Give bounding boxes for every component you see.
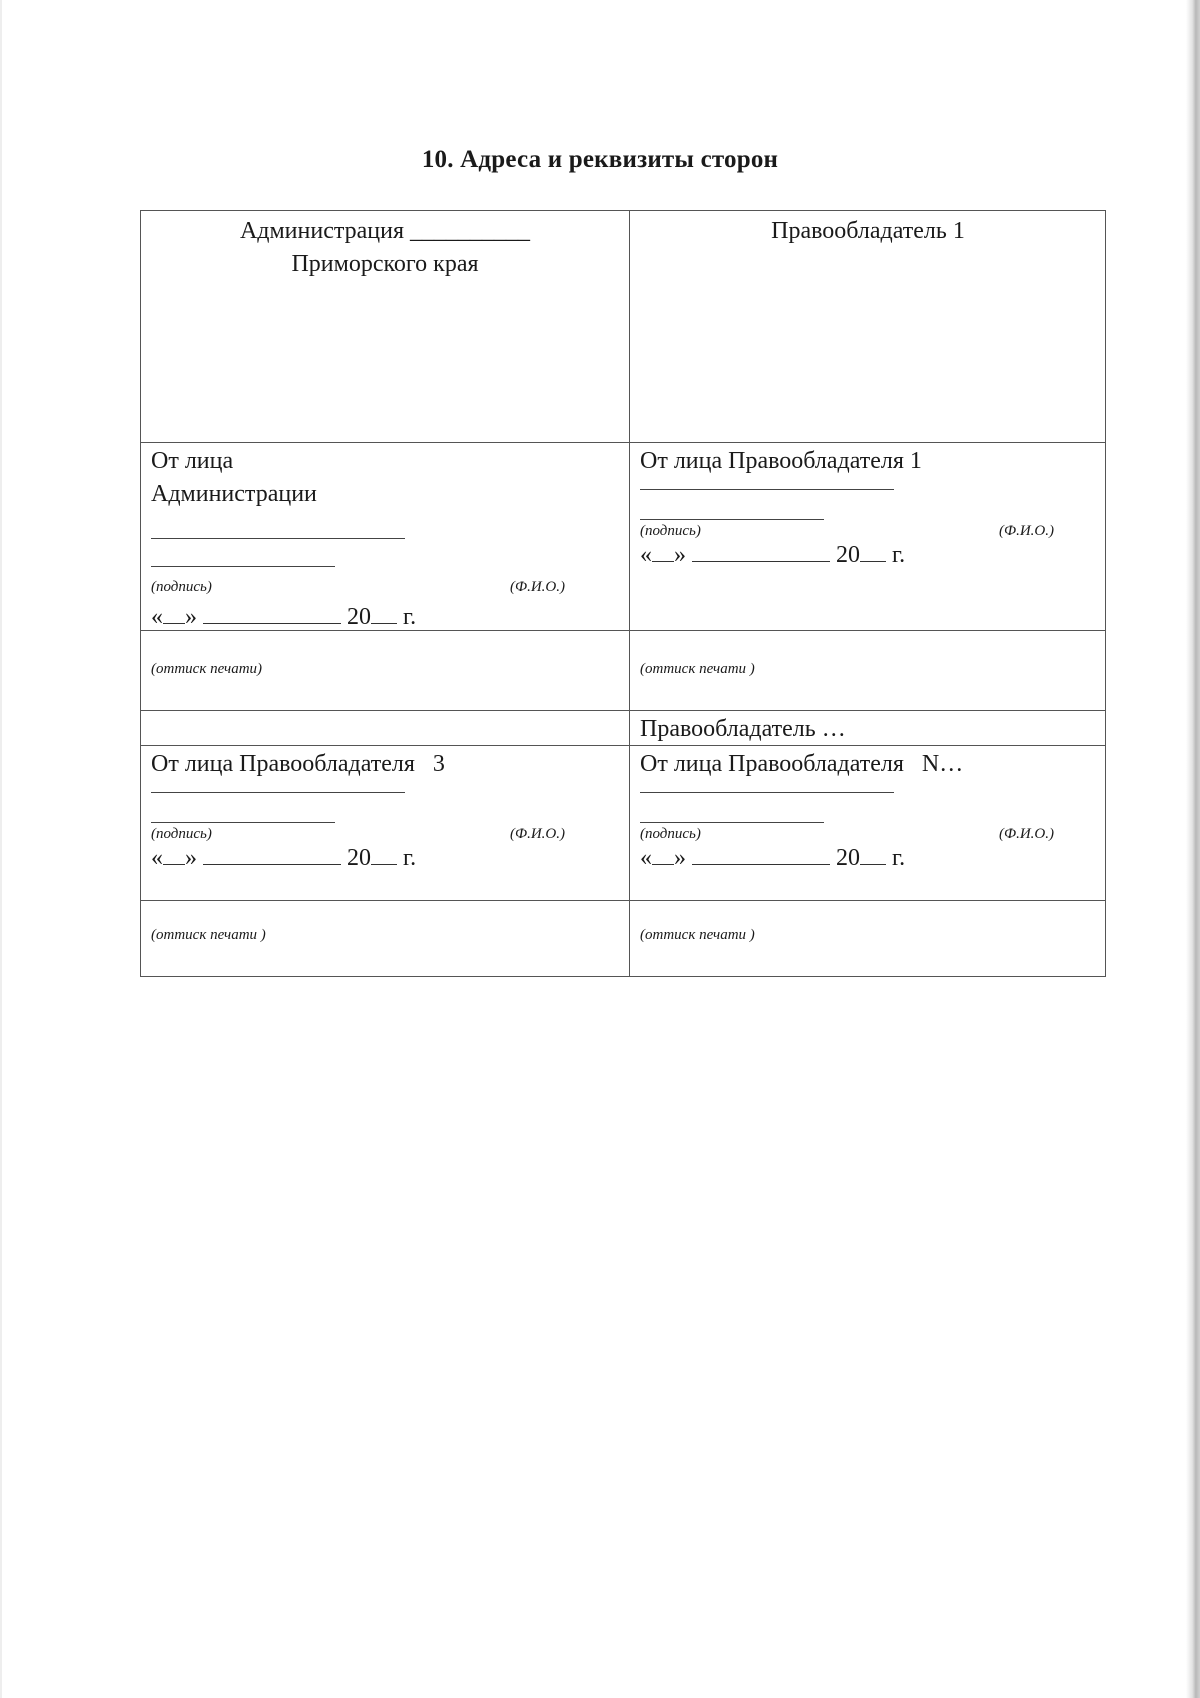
signature-label: (подпись) (640, 523, 701, 539)
year-blank (371, 864, 397, 865)
signature-line (640, 489, 894, 490)
day-blank (652, 864, 674, 865)
name-label: (Ф.И.О.) (510, 826, 565, 842)
holder1-sign-heading: От лица Правообладателя 1 (640, 448, 922, 474)
sign-labels-row (151, 579, 565, 596)
requisites-table (140, 210, 1106, 977)
year-suffix: г. (892, 542, 906, 568)
year-prefix: 20 (836, 845, 860, 871)
year-suffix: г. (892, 845, 906, 871)
name-line (640, 822, 824, 823)
holder1-seal-label: (оттиск печати ) (640, 661, 755, 677)
signature-label: (подпись) (151, 579, 212, 595)
table-row-divider (141, 745, 1105, 746)
holder-more-header: Правообладатель … (640, 716, 846, 742)
month-blank (203, 864, 341, 865)
day-blank (163, 623, 185, 624)
quote-open: « (151, 845, 163, 871)
quote-close: » (185, 845, 197, 871)
quote-close: » (674, 845, 686, 871)
holder3-signature-cell (151, 748, 611, 873)
quote-open: « (640, 542, 652, 568)
year-blank (860, 561, 886, 562)
month-blank (203, 623, 341, 624)
sign-labels-row (151, 826, 565, 843)
year-suffix: г. (403, 604, 417, 630)
year-prefix: 20 (347, 604, 371, 630)
signature-label: (подпись) (151, 826, 212, 842)
table-row-divider (141, 442, 1105, 443)
quote-close: » (185, 604, 197, 630)
holderN-signature-cell (640, 748, 1095, 873)
sign-labels-row (640, 523, 1054, 540)
quote-open: « (640, 845, 652, 871)
admin-sign-line1: От лица (151, 448, 234, 474)
page-left-edge (0, 0, 2, 1698)
day-blank (652, 561, 674, 562)
day-blank (163, 864, 185, 865)
month-blank (692, 561, 830, 562)
quote-close: » (674, 542, 686, 568)
admin-signature-cell (151, 445, 611, 632)
holder1-signature-cell (640, 445, 1095, 570)
name-line (151, 566, 335, 567)
holder3-sign-heading: От лица Правообладателя 3 (151, 751, 445, 777)
admin-seal-label: (оттиск печати) (151, 661, 263, 677)
name-label: (Ф.И.О.) (999, 523, 1054, 539)
date-line (640, 843, 1095, 873)
signature-line (151, 792, 405, 793)
admin-header-line2: Приморского края (291, 251, 479, 277)
page-right-edge (1186, 0, 1200, 1698)
name-label: (Ф.И.О.) (510, 579, 565, 595)
date-line (640, 540, 1095, 570)
holder3-seal-label: (оттиск печати ) (151, 927, 266, 943)
date-line (151, 843, 611, 873)
admin-header-line1: Администрация __________ (239, 218, 531, 244)
name-line (640, 519, 824, 520)
holderN-sign-heading: От лица Правообладателя N… (640, 751, 964, 777)
year-suffix: г. (403, 845, 417, 871)
month-blank (692, 864, 830, 865)
name-label: (Ф.И.О.) (999, 826, 1054, 842)
signature-line (640, 792, 894, 793)
name-line (151, 822, 335, 823)
admin-header-cell (141, 215, 629, 281)
date-line (151, 602, 611, 632)
signature-label: (подпись) (640, 826, 701, 842)
signature-line (151, 538, 405, 539)
table-row-divider (141, 900, 1105, 901)
admin-sign-line2: Администрации (151, 481, 317, 507)
holder1-header-cell (629, 215, 1107, 248)
table-column-divider (629, 211, 630, 976)
table-row-divider (141, 710, 1105, 711)
section-title: 10. Адреса и реквизиты сторон (421, 146, 779, 173)
year-prefix: 20 (836, 542, 860, 568)
quote-open: « (151, 604, 163, 630)
year-blank (371, 623, 397, 624)
holderN-seal-label: (оттиск печати ) (640, 927, 755, 943)
holder1-header: Правообладатель 1 (771, 218, 965, 244)
year-blank (860, 864, 886, 865)
sign-labels-row (640, 826, 1054, 843)
year-prefix: 20 (347, 845, 371, 871)
